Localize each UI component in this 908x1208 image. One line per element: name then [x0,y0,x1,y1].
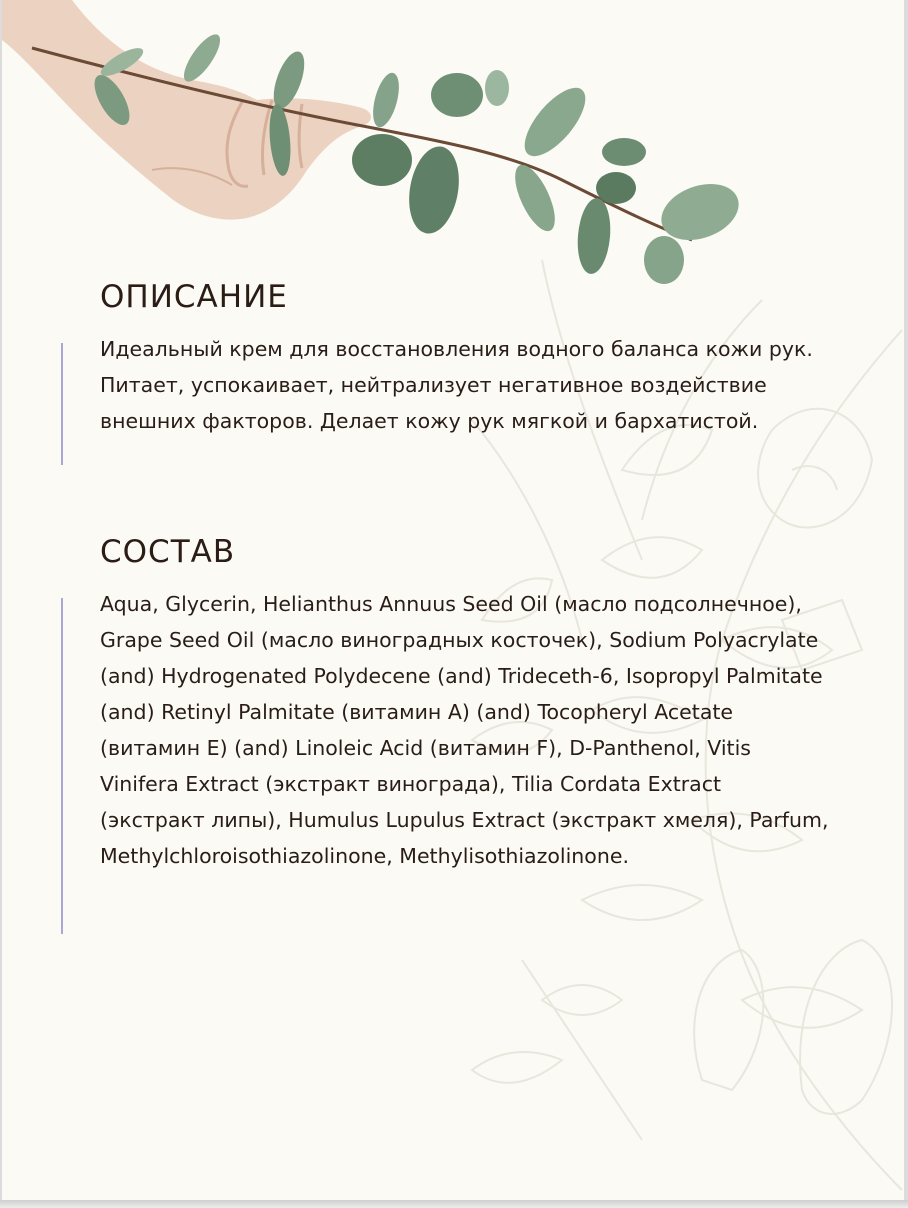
composition-accent-bar [61,598,63,934]
product-card [2,0,904,1200]
hand-holding-eucalyptus-branch [2,0,904,300]
description-title: ОПИСАНИЕ [100,279,288,315]
description-text: Идеальный крем для восстановления водного баланса кожи рук. Питает, успокаивает, нейтрализует негативное воздействие внешних факторов. Делает кожу рук мягкой и бархатистой. [100,337,813,433]
description-accent-bar [61,343,63,465]
composition-text: Aqua, Glycerin, Helianthus Annuus Seed Oil (масло подсолнечное), Grape Seed Oil (масло виноградных косточек), Sodium Polyacrylate (and) Hydrogenated Polydecene (and) Trideceth-6, Isopropyl Palmitate (and) Retinyl Palmitate (витамин А) (and) Tocopheryl Acetate (витамин E) (and) Linoleic Acid (витамин F), D-Panthenol, Vitis Vinifera Extract (экстракт винограда), Tilia Cordata Extract (экстракт липы), Humulus Lupulus Extract (экстракт хмеля), Parfum, Methylchloroisothiazolinone, Methylisothiazolinone. [100,592,829,868]
composition-title: СОСТАВ [100,534,236,570]
card-shadow [0,1200,908,1208]
